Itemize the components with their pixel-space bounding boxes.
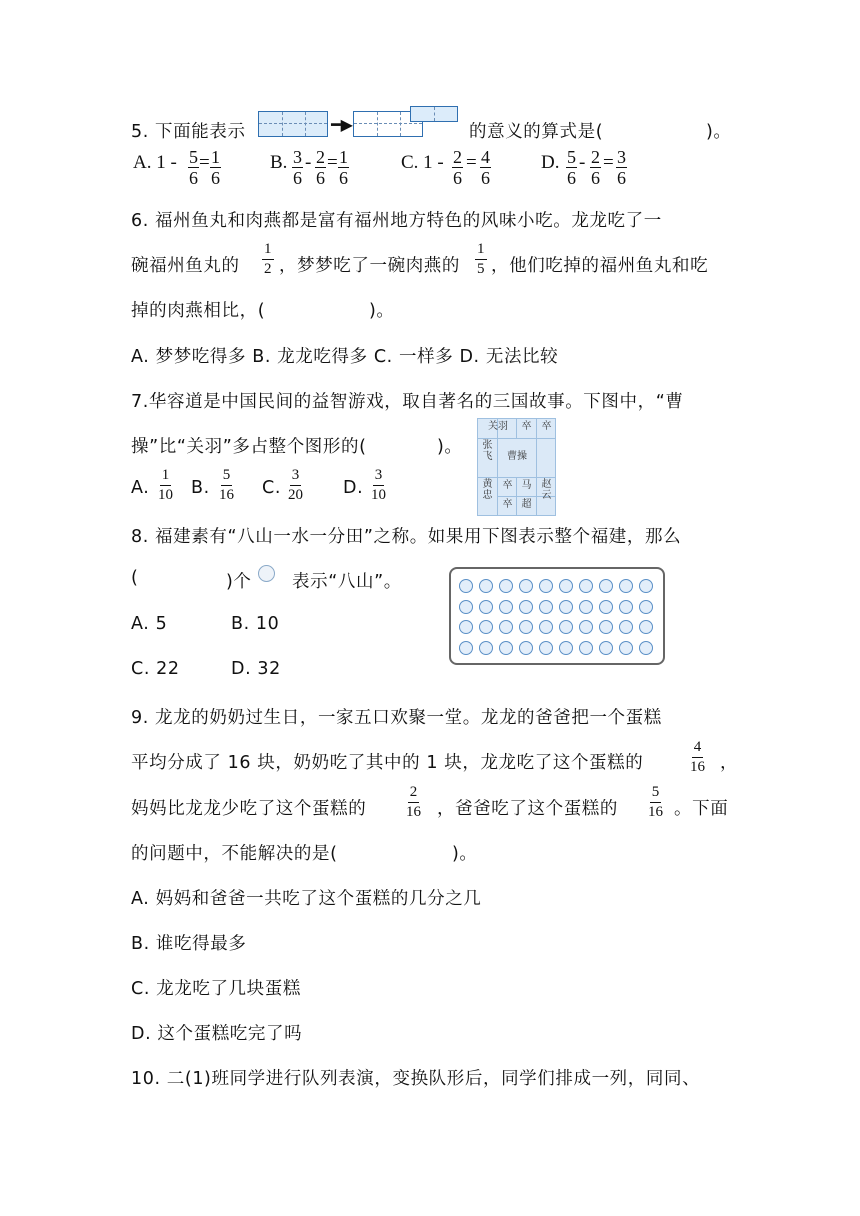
q7-option-d-frac: $\frac{3}{10}$ [371, 467, 386, 503]
q6-line1: 6. 福州鱼丸和肉燕都是富有福州地方特色的风味小吃。龙龙吃了一 [131, 211, 662, 231]
tray-dot [539, 620, 553, 634]
q5-d-op: - [579, 152, 586, 173]
q7-option-b-label: B. [191, 478, 210, 498]
tray-dot [479, 600, 493, 614]
q6-options: A. 梦梦吃得多 B. 龙龙吃得多 C. 一样多 D. 无法比较 [131, 347, 559, 367]
q7-option-a-frac: $\frac{1}{10}$ [158, 467, 173, 503]
q5-d-frac3: $\frac{3}{6}$ [617, 147, 626, 188]
q6-frac-half: $\frac{1}{2}$ [264, 241, 272, 277]
q8-line2-end: 表示“八山”。 [292, 572, 402, 592]
tray-dot [559, 641, 573, 655]
q6-frac-fifth: $\frac{1}{5}$ [477, 241, 485, 277]
tray-dot [579, 600, 593, 614]
tray-dot [599, 620, 613, 634]
q6-line3-close: )。 [369, 301, 395, 321]
q9-line4-close: )。 [452, 844, 478, 864]
q8-option-c: C. 22 [131, 659, 180, 679]
q8-option-d: D. 32 [231, 659, 281, 679]
tray-dot [619, 579, 633, 593]
q7-option-c-label: C. [262, 478, 281, 498]
q9-option-b: B. 谁吃得最多 [131, 934, 247, 954]
tray-dot [559, 600, 573, 614]
q5-stem-suffix: 的意义的算式是( [469, 122, 604, 142]
q5-stem-prefix: 5. 下面能表示 [131, 122, 246, 142]
q7-option-b-frac: $\frac{5}{16}$ [219, 467, 234, 503]
tray-dot [499, 641, 513, 655]
q5-a-frac1: $\frac{5}{6}$ [189, 147, 198, 188]
tray-dot [459, 641, 473, 655]
tray-dot [539, 641, 553, 655]
q9-frac-mom: $\frac{2}{16}$ [406, 784, 421, 820]
tray-dot [479, 641, 493, 655]
q6-line2c: ，他们吃掉的福州鱼丸和吃 [491, 256, 709, 276]
bar-taken [410, 106, 458, 122]
q5-b-eq: = [327, 152, 338, 173]
q5-d-frac2: $\frac{2}{6}$ [591, 147, 600, 188]
tray-dot [619, 620, 633, 634]
tray-dot [499, 620, 513, 634]
q6-line3: 掉的肉燕相比，( [131, 301, 266, 321]
tray-dot [459, 620, 473, 634]
block-soldier-4: 卒 [502, 499, 513, 510]
tray-dot [619, 641, 633, 655]
tray-dot [579, 620, 593, 634]
q8-line2-close: )个 [226, 572, 252, 592]
tray-dot [559, 620, 573, 634]
dots-tray [449, 567, 665, 665]
q9-line1: 9. 龙龙的奶奶过生日，一家五口欢聚一堂。龙龙的爸爸把一个蛋糕 [131, 708, 662, 728]
block-machao-top: 马 [521, 480, 532, 491]
block-huangzhong: 黄 忠 [482, 479, 493, 501]
tray-dot [539, 579, 553, 593]
tray-dot [519, 600, 533, 614]
tray-dot [519, 579, 533, 593]
q8-option-a: A. 5 [131, 614, 168, 634]
tray-dot [479, 579, 493, 593]
block-soldier-3: 卒 [502, 480, 513, 491]
q5-b-frac2: $\frac{2}{6}$ [316, 147, 325, 188]
tray-dot [459, 579, 473, 593]
bar-whole [258, 111, 328, 137]
q9-line3b: ，爸爸吃了这个蛋糕的 [437, 799, 618, 819]
tray-dot [599, 579, 613, 593]
tray-dot [519, 641, 533, 655]
q9-option-a: A. 妈妈和爸爸一共吃了这个蛋糕的几分之几 [131, 889, 482, 909]
block-soldier-1: 卒 [521, 421, 532, 432]
q6-line2a: 碗福州鱼丸的 [131, 256, 240, 276]
tray-dot [599, 641, 613, 655]
tray-dot [639, 641, 653, 655]
tray-dot [479, 620, 493, 634]
q8-option-b: B. 10 [231, 614, 280, 634]
tray-dot [639, 620, 653, 634]
block-zhangfei: 张 飞 [482, 440, 493, 462]
q5-a-eq: = [199, 152, 210, 173]
q7-option-c-frac: $\frac{3}{20}$ [288, 467, 303, 503]
tray-dot [579, 579, 593, 593]
q5-c-frac1: $\frac{2}{6}$ [453, 147, 462, 188]
huarongdao-puzzle-grid [477, 418, 556, 516]
tray-dot [539, 600, 553, 614]
q5-d-eq: = [603, 152, 614, 173]
q8-line2-open: ( [131, 568, 139, 588]
tray-dot [459, 600, 473, 614]
q8-line1: 8. 福建素有“八山一水一分田”之称。如果用下图表示整个福建，那么 [131, 527, 682, 547]
q5-d-frac1: $\frac{5}{6}$ [567, 147, 576, 188]
q7-line1: 7.华容道是中国民间的益智游戏，取自著名的三国故事。下图中，“曹 [131, 392, 684, 412]
tray-dot [579, 641, 593, 655]
arrow-right-icon: ━▶ [331, 115, 353, 134]
block-soldier-2: 卒 [541, 421, 552, 432]
q9-option-d: D. 这个蛋糕吃完了吗 [131, 1024, 303, 1044]
tray-dot [599, 600, 613, 614]
q9-line3c: 。下面 [674, 799, 729, 819]
block-caocao: 曹操 [507, 451, 527, 462]
q5-b-frac1: $\frac{3}{6}$ [293, 147, 302, 188]
q9-frac-longlong: $\frac{4}{16}$ [690, 739, 705, 775]
tray-dot [559, 579, 573, 593]
q7-option-a-label: A. [131, 478, 150, 498]
tray-dot [499, 600, 513, 614]
q5-option-a-label: A. 1 - [133, 152, 177, 173]
q10-line1: 10. 二(1)班同学进行队列表演，变换队形后，同学们排成一列，同同、 [131, 1069, 701, 1089]
q6-line2b: ，梦梦吃了一碗肉燕的 [279, 256, 460, 276]
q7-line2: 操”比“关羽”多占整个图形的( [131, 437, 367, 457]
tray-dot [639, 600, 653, 614]
q5-option-c-label: C. 1 - [401, 152, 444, 173]
q5-option-d-label: D. [541, 152, 560, 173]
q5-a-frac2: $\frac{1}{6}$ [211, 147, 220, 188]
tray-dot [639, 579, 653, 593]
block-machao-bottom: 超 [521, 499, 532, 510]
q9-frac-dad: $\frac{5}{16}$ [648, 784, 663, 820]
circle-icon [258, 565, 275, 582]
q9-option-c: C. 龙龙吃了几块蛋糕 [131, 979, 301, 999]
q5-b-op: - [305, 152, 312, 173]
q5-b-frac3: $\frac{1}{6}$ [339, 147, 348, 188]
q7-option-d-label: D. [343, 478, 364, 498]
q9-line2-end: ， [720, 753, 739, 773]
q5-stem-close: )。 [706, 122, 732, 142]
q9-line4: 的问题中，不能解决的是( [131, 844, 338, 864]
tray-dot [519, 620, 533, 634]
q5-c-frac2: $\frac{4}{6}$ [481, 147, 490, 188]
q9-line3a: 妈妈比龙龙少吃了这个蛋糕的 [131, 799, 367, 819]
block-guanyu: 关羽 [488, 421, 508, 432]
q9-line2: 平均分成了 16 块，奶奶吃了其中的 1 块，龙龙吃了这个蛋糕的 [131, 753, 644, 773]
tray-dot [619, 600, 633, 614]
tray-dot [499, 579, 513, 593]
q5-option-b-label: B. [270, 152, 288, 173]
q7-line2-close: )。 [437, 437, 463, 457]
block-zhaoyun: 赵 云 [541, 479, 552, 501]
q5-c-eq: = [466, 152, 477, 173]
